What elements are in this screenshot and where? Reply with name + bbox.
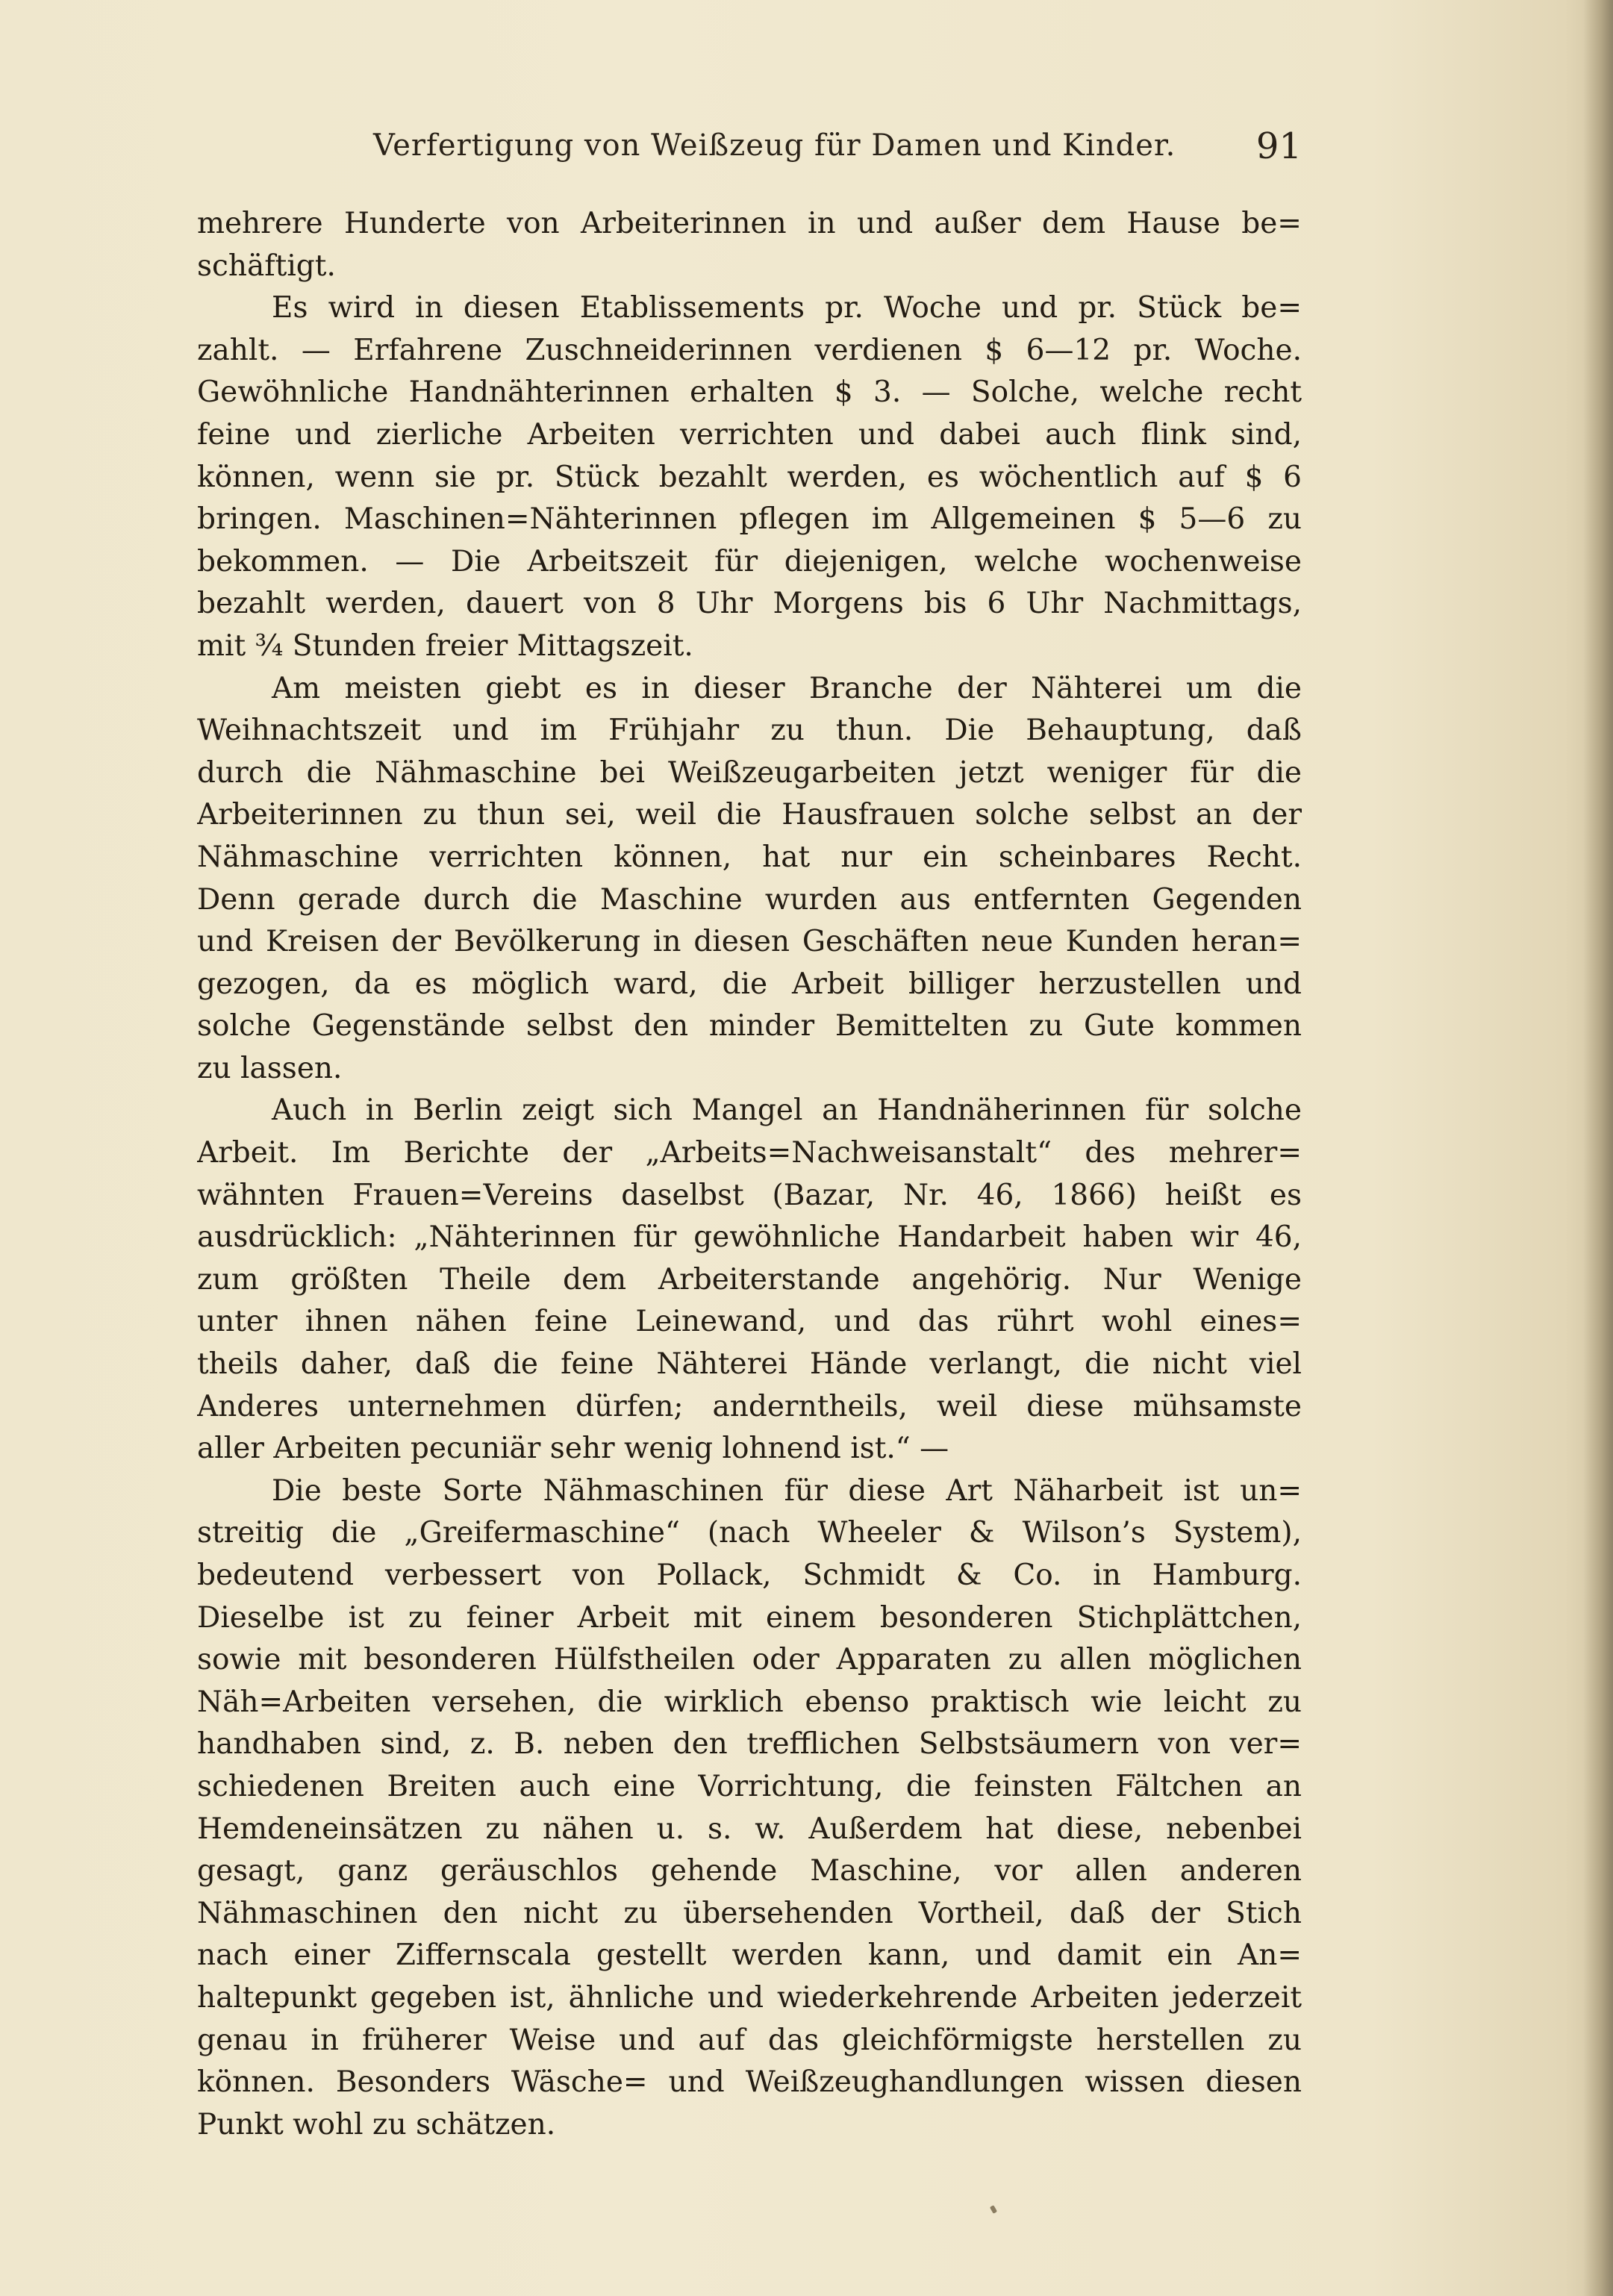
text-line: theils daher, daß die feine Nähterei Hände verlangt, die nicht viel <box>197 1347 1302 1382</box>
text-line: Näh=Arbeiten versehen, die wirklich ebenso praktisch wie leicht zu <box>197 1685 1302 1719</box>
text-line: genau in früherer Weise und auf das gleichförmigste herstellen zu <box>197 2023 1302 2057</box>
text-line: schäftigt. <box>197 249 336 283</box>
text-line: bedeutend verbessert von Pollack, Schmidt & Co. in Hamburg. <box>197 1559 1302 1592</box>
text-line: gezogen, da es möglich ward, die Arbeit billiger herzustellen und <box>197 967 1302 1001</box>
text-line: können. Besonders Wäsche= und Weißzeughandlungen wissen diesen <box>197 2065 1302 2100</box>
paragraph-first-line: Am meisten giebt es in dieser Branche der Nähterei um die <box>272 671 1302 705</box>
text-line: wähnten Frauen=Vereins daselbst (Bazar, Nr. 46, 1866) heißt es <box>197 1178 1302 1212</box>
text-line: schiedenen Breiten auch eine Vorrichtung, die feinsten Fältchen an <box>197 1769 1302 1803</box>
text-line: zahlt. — Erfahrene Zuschneiderinnen verdienen $ 6—12 pr. Woche. <box>197 333 1302 367</box>
text-line: und Kreisen der Bevölkerung in diesen Geschäften neue Kunden heran= <box>197 925 1302 959</box>
text-line: zu lassen. <box>197 1051 343 1085</box>
text-line: Nähmaschine verrichten können, hat nur ein scheinbares Recht. <box>197 840 1302 874</box>
text-line: können, wenn sie pr. Stück bezahlt werden, es wöchentlich auf $ 6 <box>197 460 1302 494</box>
paragraph-first-line: Die beste Sorte Nähmaschinen für diese Art Näharbeit ist un= <box>272 1473 1302 1508</box>
text-line: unter ihnen nähen feine Leinewand, und das rührt wohl eines= <box>197 1305 1302 1339</box>
text-line: mit ¾ Stunden freier Mittagszeit. <box>197 628 693 663</box>
text-line: Anderes unternehmen dürfen; anderntheils, weil diese mühsamste <box>197 1389 1302 1423</box>
text-line: Weihnachtszeit und im Frühjahr zu thun. Die Behauptung, daß <box>197 714 1302 748</box>
text-line: Denn gerade durch die Maschine wurden aus entfernten Gegenden <box>197 882 1302 917</box>
text-line: bekommen. — Die Arbeitszeit für diejenigen, welche wochenweise <box>197 544 1302 578</box>
running-head: Verfertigung von Weißzeug für Damen und Kinder. <box>373 128 1176 163</box>
text-line: zum größten Theile dem Arbeiterstande angehörig. Nur Wenige <box>197 1262 1302 1297</box>
text-line: streitig die „Greifermaschine“ (nach Wheeler & Wilson’s System), <box>197 1516 1302 1550</box>
paragraph-first-line: Es wird in diesen Etablissements pr. Woche und pr. Stück be= <box>272 291 1302 325</box>
paper-speck <box>990 2205 997 2214</box>
page-header <box>197 125 1302 181</box>
text-line: mehrere Hunderte von Arbeiterinnen in und außer dem Hause be= <box>197 207 1302 240</box>
page-number: 91 <box>1255 125 1302 167</box>
text-line: Dieselbe ist zu feiner Arbeit mit einem besonderen Stichplättchen, <box>197 1600 1302 1635</box>
text-line: ausdrücklich: „Nähterinnen für gewöhnliche Handarbeit haben wir 46, <box>197 1220 1302 1255</box>
text-line: bringen. Maschinen=Nähterinnen pflegen im Allgemeinen $ 5—6 zu <box>197 502 1302 537</box>
body-text <box>197 203 1302 2146</box>
text-line: Nähmaschinen den nicht zu übersehenden Vortheil, daß der Stich <box>197 1896 1302 1930</box>
text-line: Hemdeneinsätzen zu nähen u. s. w. Außerdem hat diese, nebenbei <box>197 1812 1302 1846</box>
text-line: Gewöhnliche Handnähterinnen erhalten $ 3. — Solche, welche recht <box>197 375 1302 410</box>
paragraph-first-line: Auch in Berlin zeigt sich Mangel an Handnäherinnen für solche <box>272 1094 1302 1128</box>
text-line: haltepunkt gegeben ist, ähnliche und wiederkehrende Arbeiten jederzeit <box>197 1980 1302 2015</box>
text-line: solche Gegenstände selbst den minder Bemittelten zu Gute kommen <box>197 1009 1302 1044</box>
text-line: nach einer Ziffernscala gestellt werden kann, und damit ein An= <box>197 1938 1302 1973</box>
binding-edge <box>1583 0 1613 2296</box>
text-line: handhaben sind, z. B. neben den trefflichen Selbstsäumern von ver= <box>197 1727 1302 1762</box>
text-line: sowie mit besonderen Hülfstheilen oder Apparaten zu allen möglichen <box>197 1643 1302 1677</box>
text-line: Arbeiterinnen zu thun sei, weil die Hausfrauen solche selbst an der <box>197 798 1302 832</box>
text-line: feine und zierliche Arbeiten verrichten und dabei auch flink sind, <box>197 417 1302 452</box>
text-line: durch die Nähmaschine bei Weißzeugarbeiten jetzt weniger für die <box>197 755 1302 790</box>
text-line: gesagt, ganz geräuschlos gehende Maschine, vor allen anderen <box>197 1854 1302 1888</box>
text-line: Arbeit. Im Berichte der „Arbeits=Nachweisanstalt“ des mehrer= <box>197 1136 1302 1170</box>
text-line: bezahlt werden, dauert von 8 Uhr Morgens bis 6 Uhr Nachmittags, <box>197 587 1302 621</box>
text-line: aller Arbeiten pecuniär sehr wenig lohnend ist.“ — <box>197 1432 949 1466</box>
text-line: Punkt wohl zu schätzen. <box>197 2107 556 2141</box>
